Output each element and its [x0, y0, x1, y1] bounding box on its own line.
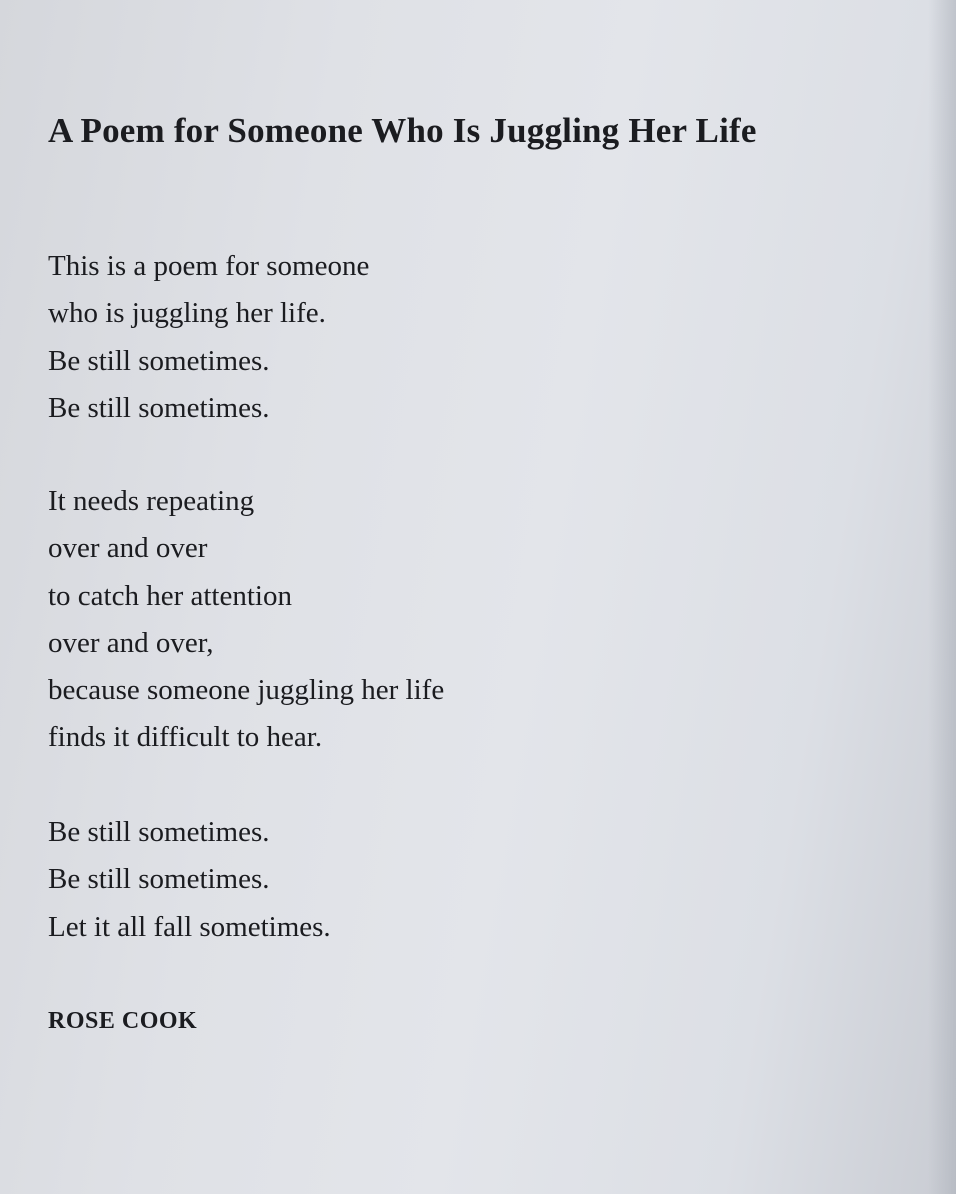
poem-line: Be still sometimes.	[48, 391, 270, 424]
poem-line: Let it all fall sometimes.	[48, 910, 331, 943]
stanza-2	[48, 478, 444, 762]
poem-title: A Poem for Someone Who Is Juggling Her Life	[48, 111, 757, 150]
poem-author: ROSE COOK	[48, 1008, 198, 1034]
poem-line: It needs repeating	[48, 485, 255, 517]
poem-line: because someone juggling her life	[48, 674, 445, 707]
poem-line: over and over	[48, 532, 208, 565]
poem-line: finds it difficult to hear.	[48, 721, 323, 754]
stanza-1	[48, 243, 369, 432]
stanza-3	[48, 809, 331, 951]
poem-line: Be still sometimes.	[48, 863, 270, 896]
poem-line: who is juggling her life.	[48, 297, 326, 330]
poem-line: to catch her attention	[48, 579, 292, 612]
poem-line: over and over,	[48, 626, 214, 659]
poem-line: Be still sometimes.	[48, 816, 270, 848]
poem-line: This is a poem for someone	[48, 250, 370, 282]
page-edge-shadow	[928, 0, 956, 1194]
poem-line: Be still sometimes.	[48, 344, 270, 377]
